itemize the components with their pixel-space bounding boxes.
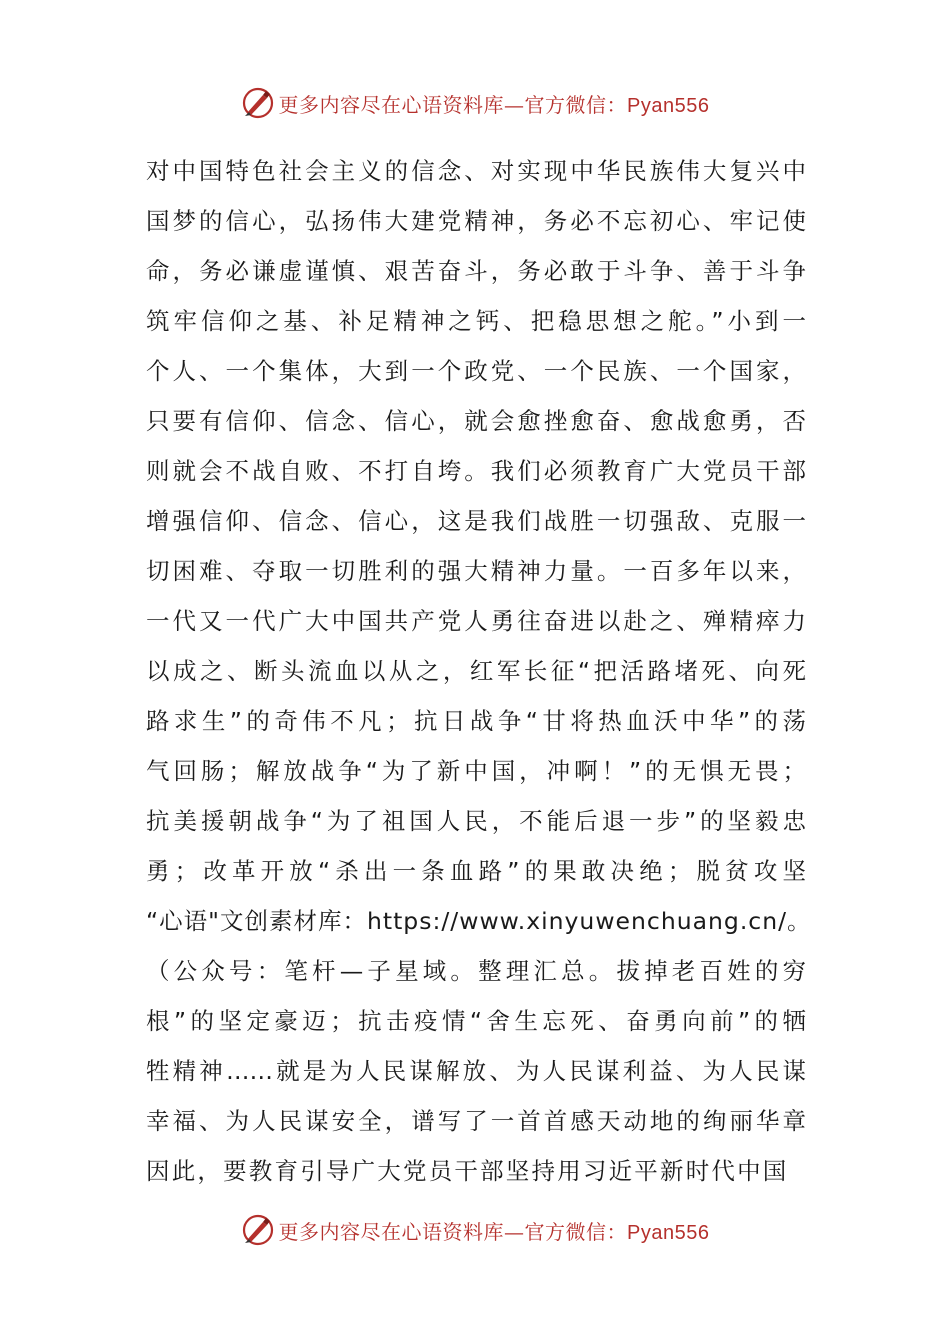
text-line [146,396,806,446]
text-line [146,346,806,396]
text-line [146,896,812,946]
text-line-content: 切困难、夺取一切胜利的强大精神力量。一百多年以来， [146,557,806,585]
text-line-content: 路求生”的奇伟不凡；抗日战争“甘将热血沃中华”的荡 [146,707,806,735]
text-line [146,746,806,796]
text-line-content: 只要有信仰、信念、信心，就会愈挫愈奋、愈战愈勇，否 [146,407,806,435]
text-line [146,996,806,1046]
text-line [146,696,806,746]
text-line-content: 气回肠；解放战争“为了新中国，冲啊！”的无惧无畏； [146,757,806,785]
header-banner [0,83,950,123]
text-line-content: 根”的坚定豪迈；抗击疫情“舍生忘死、奋勇向前”的牺 [146,1007,806,1035]
pen-circle-logo-icon [241,1213,275,1247]
footer-text [279,1216,710,1245]
text-line [146,446,806,496]
text-line-content: 则就会不战自败、不打自垮。我们必须教育广大党员干部 [146,457,806,485]
header-label: 更多内容尽在心语资料库—官方微信： [278,92,628,117]
footer-wechat-id: Pyan556 [627,1221,710,1244]
text-line [146,796,806,846]
text-line-content: 因此，要教育引导广大党员干部坚持用习近平新时代中国 [146,1157,789,1185]
text-line [146,1096,806,1146]
text-line [146,546,806,596]
text-line-content: 勇；改革开放“杀出一条血路”的果敢决绝；脱贫攻坚 [146,857,806,885]
text-line-content: 国梦的信心，弘扬伟大建党精神，务必不忘初心、牢记使 [146,207,806,235]
text-line-content: 一代又一代广大中国共产党人勇往奋进以赴之、殚精瘁力 [146,607,806,635]
text-line-content: 个人、一个集体，大到一个政党、一个民族、一个国家， [146,357,806,385]
text-line [146,1146,806,1196]
text-line [146,246,806,296]
text-line-content: 命，务必谦虚谨慎、艰苦奋斗，务必敢于斗争、善于斗争 [146,257,806,285]
text-line-content: 幸福、为人民谋安全，谱写了一首首感天动地的绚丽华章 [146,1107,806,1135]
text-line [146,946,806,996]
text-line-content: 筑牢信仰之基、补足精神之钙、把稳思想之舵。”小到一 [146,307,806,335]
document-body [146,146,812,1196]
text-line-content: 牲精神……就是为人民谋解放、为人民谋利益、为人民谋 [146,1057,806,1085]
text-line-content: 增强信仰、信念、信心，这是我们战胜一切强敌、克服一 [146,507,806,535]
text-line [146,646,806,696]
text-line-content: 抗美援朝战争“为了祖国人民，不能后退一步”的坚毅忠 [146,807,806,835]
header-text [279,89,710,118]
text-line [146,1046,806,1096]
text-line-content: 对中国特色社会主义的信念、对实现中华民族伟大复兴中 [146,157,806,185]
footer-banner [0,1210,950,1250]
text-line [146,146,806,196]
text-line [146,296,806,346]
text-line [146,846,806,896]
text-line [146,496,806,546]
text-line-content: 以成之、断头流血以从之，红军长征“把活路堵死、向死 [146,657,806,685]
footer-label: 更多内容尽在心语资料库—官方微信： [278,1219,628,1244]
header-wechat-id: Pyan556 [627,94,710,117]
text-line [146,196,806,246]
text-line [146,596,806,646]
text-line-content: “心语"文创素材库：https://www.xinyuwenchuang.cn/。 [146,907,812,935]
pen-circle-logo-icon [241,86,275,120]
text-line-content: （公众号：笔杆—子星域。整理汇总。拔掉老百姓的穷 [146,957,806,985]
